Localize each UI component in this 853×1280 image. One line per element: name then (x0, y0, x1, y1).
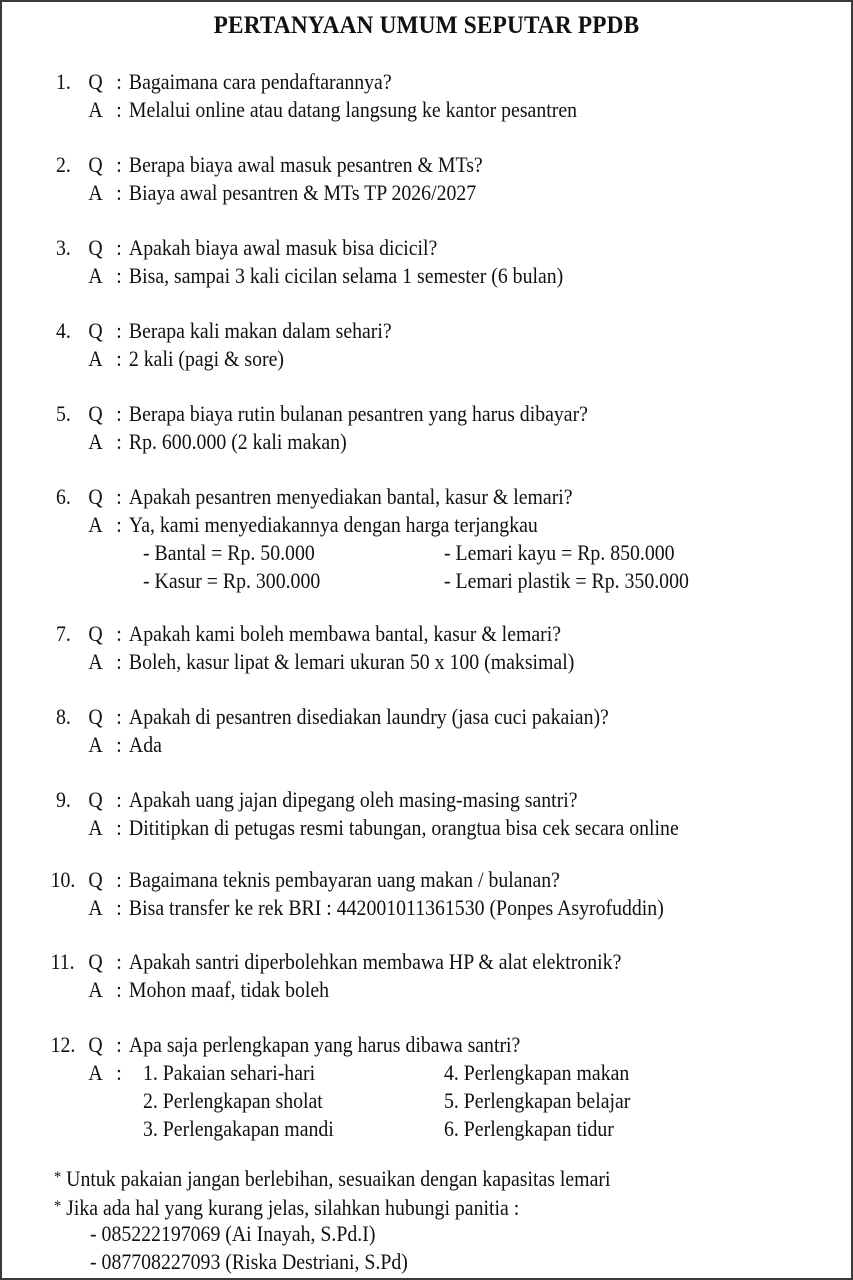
q-label: Q (88, 621, 103, 646)
colon: : (116, 949, 122, 974)
q-label: Q (88, 867, 103, 892)
colon: : (116, 621, 122, 646)
contact-2: - 087708227093 (Riska Destriani, S.Pd) (90, 1249, 408, 1274)
item-number: 6. (56, 484, 71, 509)
note-bullet: * (54, 1198, 62, 1215)
item-number: 4. (56, 318, 71, 343)
q-label: Q (88, 484, 103, 509)
question-text: Berapa biaya awal masuk pesantren & MTs? (128, 152, 483, 177)
q-label: Q (88, 152, 103, 177)
note-bullet: * (54, 1169, 62, 1186)
equipment-item: 2. Perlengkapan sholat (143, 1088, 323, 1113)
answer-text: Dititipkan di petugas resmi tabungan, orangtua bisa cek secara online (128, 815, 679, 840)
page-title: PERTANYAAN UMUM SEPUTAR PPDB (213, 12, 640, 39)
a-label: A (88, 180, 103, 205)
question-text: Apakah pesantren menyediakan bantal, kasur & lemari? (128, 484, 573, 509)
contact-1: - 085222197069 (Ai Inayah, S.Pd.I) (90, 1221, 376, 1246)
equipment-item: 6. Perlengkapan tidur (444, 1116, 614, 1141)
colon: : (116, 787, 122, 812)
note-text: Untuk pakaian jangan berlebihan, sesuaikan dengan kapasitas lemari (66, 1166, 611, 1191)
question-text: Berapa biaya rutin bulanan pesantren yang harus dibayar? (128, 401, 588, 426)
colon: : (116, 180, 122, 205)
colon: : (116, 401, 122, 426)
question-text: Bagaimana teknis pembayaran uang makan / bulanan? (128, 867, 560, 892)
a-label: A (88, 732, 103, 757)
equipment-item: 5. Perlengkapan belajar (444, 1088, 631, 1113)
answer-text: Bisa transfer ke rek BRI : 442001011361530 (Ponpes Asyrofuddin) (128, 895, 664, 920)
q-label: Q (88, 401, 103, 426)
answer-text: Ya, kami menyediakannya dengan harga terjangkau (128, 512, 538, 537)
q-label: Q (88, 704, 103, 729)
question-text: Bagaimana cara pendaftarannya? (128, 69, 392, 94)
colon: : (116, 977, 122, 1002)
answer-text: Boleh, kasur lipat & lemari ukuran 50 x 100 (maksimal) (128, 649, 575, 674)
answer-text: Melalui online atau datang langsung ke kantor pesantren (128, 97, 578, 122)
colon: : (116, 318, 122, 343)
answer-text: Bisa, sampai 3 kali cicilan selama 1 semester (6 bulan) (128, 263, 564, 288)
question-text: Apakah di pesantren disediakan laundry (jasa cuci pakaian)? (128, 704, 609, 729)
colon: : (116, 732, 122, 757)
item-number: 5. (56, 401, 71, 426)
equipment-item: 4. Perlengkapan makan (444, 1060, 630, 1085)
a-label: A (88, 895, 103, 920)
item-number: 3. (56, 235, 71, 260)
q-label: Q (88, 318, 103, 343)
question-text: Berapa kali makan dalam sehari? (128, 318, 392, 343)
price-item: - Kasur = Rp. 300.000 (143, 568, 321, 593)
q-label: Q (88, 69, 103, 94)
colon: : (116, 867, 122, 892)
a-label: A (88, 977, 103, 1002)
equipment-item: 3. Perlengakapan mandi (143, 1116, 334, 1141)
answer-text: Mohon maaf, tidak boleh (128, 977, 330, 1002)
colon: : (116, 1032, 122, 1057)
item-number: 2. (56, 152, 71, 177)
question-text: Apakah biaya awal masuk bisa dicicil? (128, 235, 438, 260)
price-item: - Lemari kayu = Rp. 850.000 (444, 540, 675, 565)
answer-text: Biaya awal pesantren & MTs TP 2026/2027 (128, 180, 477, 205)
price-item: - Bantal = Rp. 50.000 (143, 540, 315, 565)
question-text: Apa saja perlengkapan yang harus dibawa santri? (128, 1032, 521, 1057)
q-label: Q (88, 787, 103, 812)
colon: : (116, 512, 122, 537)
colon: : (116, 704, 122, 729)
item-number: 10. (50, 867, 76, 892)
q-label: Q (88, 235, 103, 260)
question-text: Apakah uang jajan dipegang oleh masing-masing santri? (128, 787, 578, 812)
a-label: A (88, 649, 103, 674)
colon: : (116, 649, 122, 674)
item-number: 1. (56, 69, 71, 94)
q-label: Q (88, 949, 103, 974)
a-label: A (88, 429, 103, 454)
colon: : (116, 815, 122, 840)
note-text: Jika ada hal yang kurang jelas, silahkan hubungi panitia : (66, 1195, 520, 1220)
colon: : (116, 484, 122, 509)
q-label: Q (88, 1032, 103, 1057)
a-label: A (88, 1060, 103, 1085)
a-label: A (88, 97, 103, 122)
note-2 (54, 1193, 519, 1222)
question-text: Apakah kami boleh membawa bantal, kasur & lemari? (128, 621, 562, 646)
price-item: - Lemari plastik = Rp. 350.000 (444, 568, 689, 593)
colon: : (116, 346, 122, 371)
colon: : (116, 97, 122, 122)
a-label: A (88, 815, 103, 840)
colon: : (116, 895, 122, 920)
answer-text: 2 kali (pagi & sore) (128, 346, 284, 371)
colon: : (116, 152, 122, 177)
a-label: A (88, 346, 103, 371)
question-text: Apakah santri diperbolehkan membawa HP & alat elektronik? (128, 949, 622, 974)
note-1 (54, 1164, 610, 1193)
item-number: 11. (50, 949, 75, 974)
item-number: 12. (50, 1032, 76, 1057)
equipment-item: 1. Pakaian sehari-hari (143, 1060, 316, 1085)
answer-text: Rp. 600.000 (2 kali makan) (128, 429, 347, 454)
answer-text: Ada (128, 732, 162, 757)
item-number: 9. (56, 787, 71, 812)
colon: : (116, 429, 122, 454)
item-number: 8. (56, 704, 71, 729)
a-label: A (88, 512, 103, 537)
item-number: 7. (56, 621, 71, 646)
colon: : (116, 263, 122, 288)
a-label: A (88, 263, 103, 288)
colon: : (116, 235, 122, 260)
colon: : (116, 1060, 122, 1085)
colon: : (116, 69, 122, 94)
